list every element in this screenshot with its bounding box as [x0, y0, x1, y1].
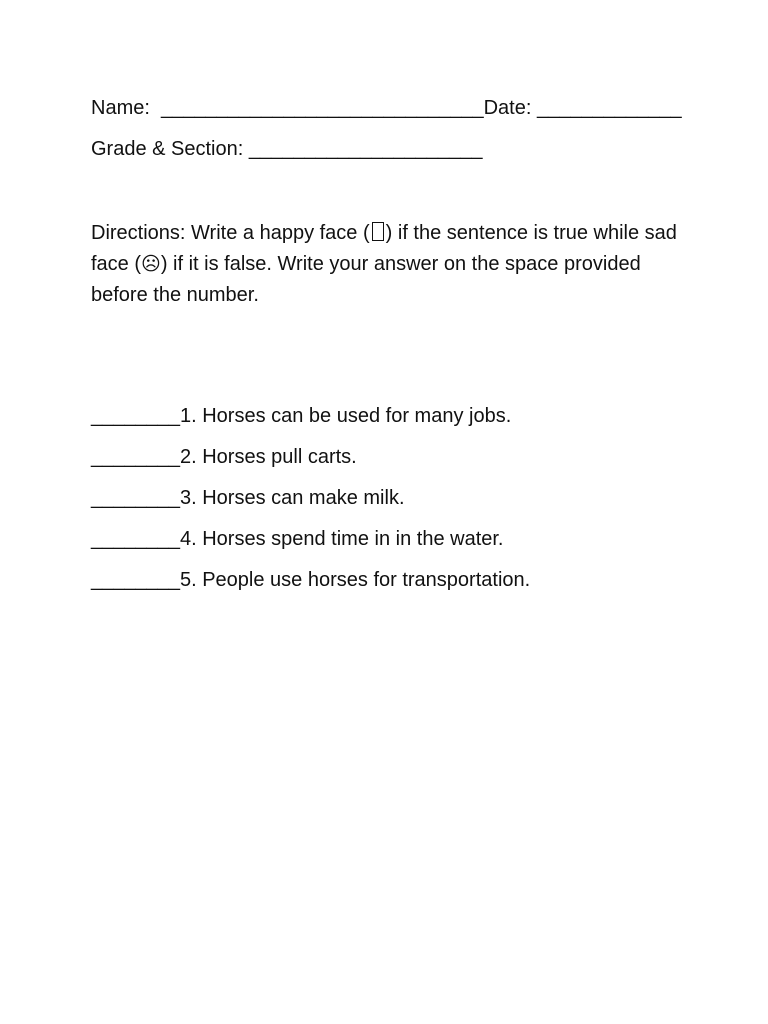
question-text: 1. Horses can be used for many jobs.: [179, 405, 512, 427]
grade-blank: _____________________: [248, 138, 483, 160]
directions-text-3: ) if it is false. Write your answer on the space provided before the number.: [91, 253, 641, 306]
answer-blank: ________: [91, 405, 180, 427]
question-text: 5. People use horses for transportation.: [179, 569, 531, 591]
question-text: 2. Horses pull carts.: [179, 446, 357, 468]
date-blank: _____________: [536, 97, 682, 119]
question-item-4: [91, 527, 503, 551]
answer-blank: ________: [91, 446, 180, 468]
question-item-5: [91, 568, 530, 592]
question-text: 3. Horses can make milk.: [179, 487, 405, 509]
directions-text-1: Write a happy face (: [185, 222, 370, 244]
question-item-1: [91, 404, 511, 428]
happy-face-icon: [372, 222, 384, 241]
question-text: 4. Horses spend time in in the water.: [179, 528, 504, 550]
date-label: Date:: [483, 97, 537, 119]
answer-blank: ________: [91, 487, 180, 509]
answer-blank: ________: [91, 569, 180, 591]
directions-text-2: ) if the sentence is true while sad face (: [91, 222, 677, 275]
question-item-3: [91, 486, 405, 510]
name-label: Name:: [91, 97, 162, 119]
directions-block: [91, 218, 681, 311]
directions-paragraph: [91, 218, 681, 311]
name-date-line: [91, 96, 682, 120]
grade-label: Grade & Section:: [91, 138, 249, 160]
sad-face-icon: ☹: [141, 253, 161, 275]
answer-blank: ________: [91, 528, 180, 550]
grade-section-line: [91, 137, 482, 161]
question-item-2: [91, 445, 357, 469]
directions-label: Directions:: [91, 222, 186, 244]
name-blank: _____________________________: [161, 97, 484, 119]
